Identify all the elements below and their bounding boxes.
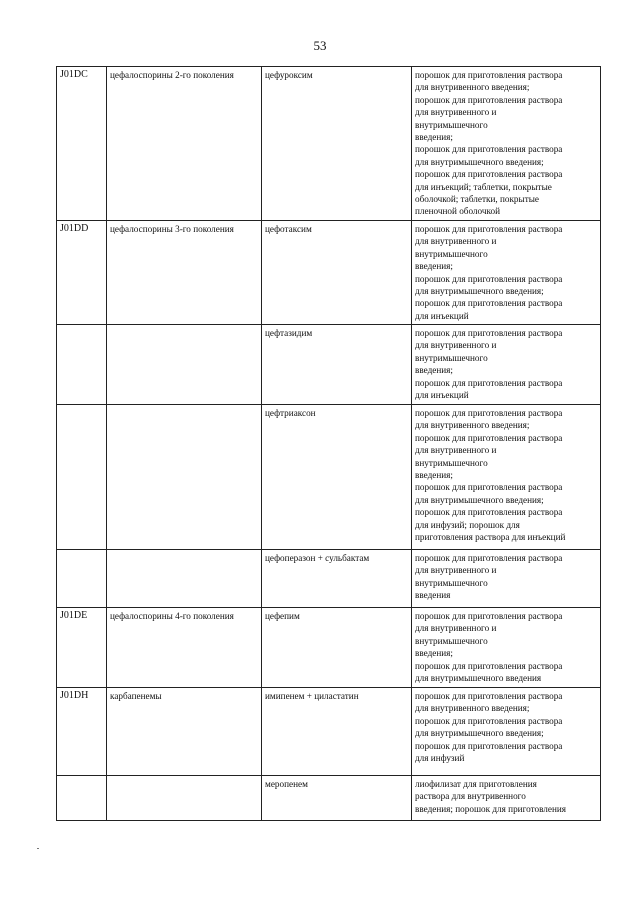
group-cell (107, 550, 262, 608)
drug-cell: цефепим (262, 608, 412, 688)
drug-table (56, 66, 601, 821)
group-cell: карбапенемы (107, 688, 262, 776)
dosage-form-line: порошок для приготовления раствора (415, 70, 563, 80)
table-body (57, 67, 601, 821)
dosage-form-line: порошок для приготовления раствора (415, 298, 563, 309)
table-row (57, 405, 601, 550)
dosage-form-line: порошок для приготовления раствора (415, 94, 563, 105)
dosage-form-line: для внутримышечного введения; (415, 156, 544, 167)
dosage-form-line: порошок для приготовления раствора (415, 507, 563, 518)
dosage-form-line: внутримышечного (415, 352, 488, 363)
dosage-forms-cell (412, 325, 601, 405)
dosage-form-line: введения; (415, 648, 453, 659)
atc-code-cell: J01DD (57, 221, 107, 325)
dosage-form-line: порошок для приготовления раствора (415, 377, 563, 388)
dosage-form-line: для внутривенного введения; (415, 703, 530, 714)
dosage-form-line: внутримышечного (415, 119, 488, 130)
atc-code-cell: J01DH (57, 688, 107, 776)
group-cell: цефалоспорины 4-го поколения (107, 608, 262, 688)
dosage-form-line: порошок для приготовления раствора (415, 740, 563, 751)
dosage-form-line: внутримышечного (415, 635, 488, 646)
table-row (57, 67, 601, 221)
dosage-form-line: для инфузий; порошок для (415, 519, 520, 530)
dosage-form-line: порошок для приготовления раствора (415, 691, 563, 701)
dosage-form-line: порошок для приготовления раствора (415, 432, 563, 443)
dosage-form-line: внутримышечного (415, 248, 488, 259)
dosage-form-line: внутримышечного (415, 577, 488, 588)
dosage-form-line: для внутривенного и (415, 107, 497, 118)
table-row (57, 325, 601, 405)
table-row (57, 221, 601, 325)
dosage-form-line: порошок для приготовления раствора (415, 482, 563, 493)
dosage-form-line: порошок для приготовления раствора (415, 408, 563, 418)
drug-cell: цефтриаксон (262, 405, 412, 550)
group-cell (107, 405, 262, 550)
drug-cell: цефтазидим (262, 325, 412, 405)
atc-code-cell (57, 405, 107, 550)
table-row (57, 688, 601, 776)
dosage-form-line: введения; (415, 261, 453, 272)
dosage-form-line: для внутривенного и (415, 565, 497, 576)
dosage-form-line: для инъекций; таблетки, покрытые (415, 181, 552, 192)
dosage-form-line: порошок для приготовления раствора (415, 611, 563, 621)
drug-cell: цефоперазон + сульбактам (262, 550, 412, 608)
dosage-form-line: порошок для приготовления раствора (415, 169, 563, 180)
dosage-forms-cell (412, 688, 601, 776)
drug-cell: цефуроксим (262, 67, 412, 221)
dosage-form-line: для инъекций (415, 310, 469, 321)
group-cell (107, 325, 262, 405)
drug-cell: имипенем + циластатин (262, 688, 412, 776)
dosage-form-line: для внутримышечного введения (415, 673, 542, 684)
dosage-form-line: раствора для внутривенного (415, 791, 526, 802)
dosage-form-line: для внутривенного и (415, 340, 497, 351)
group-cell: цефалоспорины 2-го поколения (107, 67, 262, 221)
drug-cell: цефотаксим (262, 221, 412, 325)
dosage-form-line: порошок для приготовления раствора (415, 328, 563, 338)
dosage-form-line: приготовления раствора для инъекций (415, 532, 566, 543)
dosage-form-line: для внутримышечного введения; (415, 728, 544, 739)
scan-speck (37, 848, 39, 849)
dosage-form-line: порошок для приготовления раствора (415, 660, 563, 671)
drug-cell: меропенем (262, 776, 412, 821)
dosage-forms-cell (412, 608, 601, 688)
dosage-form-line: введения (415, 590, 451, 601)
dosage-form-line: для внутривенного и (415, 445, 497, 456)
atc-code-cell: J01DC (57, 67, 107, 221)
atc-code-cell (57, 776, 107, 821)
dosage-form-line: пленочной оболочкой (415, 206, 501, 217)
table-row (57, 776, 601, 821)
dosage-form-line: введения; (415, 470, 453, 481)
dosage-form-line: введения; (415, 365, 453, 376)
dosage-form-line: введения; порошок для приготовления (415, 803, 567, 814)
dosage-forms-cell (412, 776, 601, 821)
group-cell: цефалоспорины 3-го поколения (107, 221, 262, 325)
dosage-form-line: для внутримышечного введения; (415, 494, 544, 505)
dosage-form-line: для инъекций (415, 390, 469, 401)
dosage-forms-cell (412, 550, 601, 608)
dosage-form-line: внутримышечного (415, 457, 488, 468)
group-cell (107, 776, 262, 821)
dosage-form-line: порошок для приготовления раствора (415, 553, 563, 563)
table-row (57, 608, 601, 688)
page-number: 53 (313, 38, 327, 53)
dosage-form-line: лиофилизат для приготовления (415, 779, 537, 789)
dosage-form-line: оболочкой; таблетки, покрытые (415, 194, 539, 205)
atc-code-cell: J01DE (57, 608, 107, 688)
dosage-form-line: для внутривенного и (415, 623, 497, 634)
dosage-form-line: порошок для приготовления раствора (415, 715, 563, 726)
dosage-form-line: порошок для приготовления раствора (415, 144, 563, 155)
dosage-form-line: для внутривенного введения; (415, 82, 530, 93)
dosage-forms-cell (412, 67, 601, 221)
dosage-form-line: для внутривенного введения; (415, 420, 530, 431)
atc-code-cell (57, 325, 107, 405)
dosage-forms-cell (412, 221, 601, 325)
dosage-form-line: для инфузий (415, 753, 465, 764)
dosage-forms-cell (412, 405, 601, 550)
atc-code-cell (57, 550, 107, 608)
dosage-form-line: введения; (415, 132, 453, 143)
table-row (57, 550, 601, 608)
dosage-form-line: порошок для приготовления раствора (415, 224, 563, 234)
dosage-form-line: порошок для приготовления раствора (415, 273, 563, 284)
dosage-form-line: для внутривенного и (415, 236, 497, 247)
dosage-form-line: для внутримышечного введения; (415, 286, 544, 297)
